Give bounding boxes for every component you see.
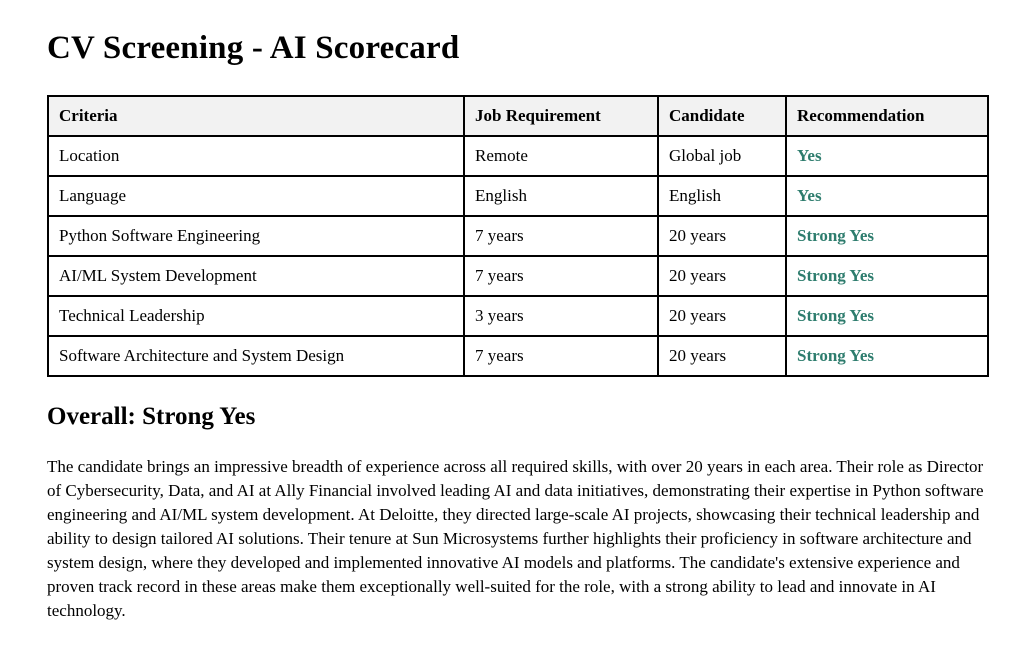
page-title: CV Screening - AI Scorecard [47,30,460,66]
table-row [48,176,988,216]
criteria-cell: Language [48,176,464,216]
table-row [48,136,988,176]
table-body [48,136,988,376]
candidate-cell: 20 years [658,336,786,376]
recommendation-cell: Strong Yes [786,256,988,296]
column-header-criteria: Criteria [48,96,464,136]
criteria-cell: Technical Leadership [48,296,464,336]
candidate-cell: 20 years [658,296,786,336]
candidate-cell: 20 years [658,216,786,256]
recommendation-cell: Strong Yes [786,336,988,376]
column-header-candidate: Candidate [658,96,786,136]
table-row [48,336,988,376]
job-requirement-cell: 3 years [464,296,658,336]
criteria-cell: Python Software Engineering [48,216,464,256]
job-requirement-cell: 7 years [464,256,658,296]
column-header-job-requirement: Job Requirement [464,96,658,136]
overall-heading: Overall: Strong Yes [47,403,256,430]
criteria-cell: AI/ML System Development [48,256,464,296]
recommendation-cell: Yes [786,136,988,176]
recommendation-cell: Yes [786,176,988,216]
column-header-recommendation: Recommendation [786,96,988,136]
job-requirement-cell: 7 years [464,336,658,376]
table-row [48,216,988,256]
table-row [48,296,988,336]
table-row [48,256,988,296]
recommendation-cell: Strong Yes [786,216,988,256]
criteria-cell: Location [48,136,464,176]
table-header [48,96,988,136]
candidate-cell: 20 years [658,256,786,296]
job-requirement-cell: Remote [464,136,658,176]
candidate-cell: Global job [658,136,786,176]
criteria-cell: Software Architecture and System Design [48,336,464,376]
scorecard-table [47,95,989,377]
job-requirement-cell: English [464,176,658,216]
job-requirement-cell: 7 years [464,216,658,256]
summary-paragraph: The candidate brings an impressive breadth of experience across all required skills, with over 20 years in each area. Their role as Director of Cybersecurity, Data, and AI at Ally Financial involved leading AI and data initiatives, demonstrating their expertise in Python software engineering and AI/ML system development. At Deloitte, they directed large-scale AI projects, showcasing their technical leadership and ability to design tailored AI solutions. Their tenure at Sun Microsystems further highlights their proficiency in software architecture and system design, where they developed and implemented innovative AI models and platforms. The candidate's extensive experience and proven track record in these areas make them exceptionally well-suited for the role, with a strong ability to lead and innovate in AI technology. [47,457,984,620]
recommendation-cell: Strong Yes [786,296,988,336]
candidate-cell: English [658,176,786,216]
header-row [48,96,988,136]
